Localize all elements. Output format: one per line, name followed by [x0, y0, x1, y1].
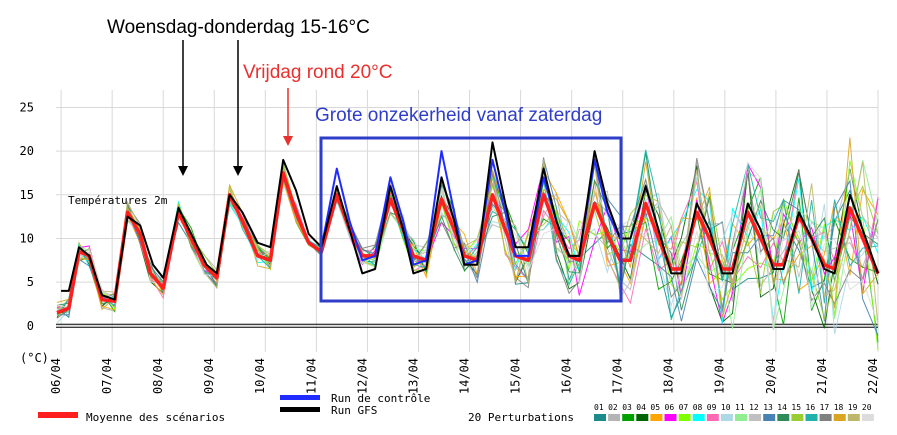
legend-perturbation-swatch — [735, 414, 747, 421]
legend-swatch-gfs — [280, 407, 320, 412]
y-tick-label: 25 — [19, 100, 34, 115]
annotation-woensdag: Woensdag-donderdag 15-16°C — [107, 17, 370, 38]
legend-perturbation-swatch — [777, 414, 789, 421]
legend-perturbation-swatch — [791, 414, 803, 421]
legend-perturbation-number: 08 — [692, 403, 703, 412]
x-tick-label: 08/04 — [151, 358, 166, 395]
chart-title: Températures 2m — [68, 194, 168, 207]
legend-label-gfs: Run GFS — [331, 404, 378, 417]
legend-perturbation-number: 09 — [706, 403, 717, 412]
x-tick-label: 13/04 — [406, 358, 421, 395]
annotation-vrijdag: Vrijdag rond 20°C — [243, 62, 393, 83]
legend-perturbation-swatch — [834, 414, 846, 421]
y-tick-label: 0 — [26, 318, 34, 333]
legend-perturbation-swatch — [707, 414, 719, 421]
legend-perturbation-swatch — [749, 414, 761, 421]
x-tick-label: 18/04 — [661, 358, 676, 395]
legend-perturbation-swatch — [679, 414, 691, 421]
legend-perturbation-number: 04 — [636, 403, 646, 412]
legend-perturbation-number: 03 — [622, 403, 632, 412]
y-tick-label: 15 — [19, 187, 34, 202]
x-tick-label: 11/04 — [304, 358, 319, 395]
legend-perturbation-swatch — [636, 414, 648, 421]
legend-perturbation-number: 11 — [735, 403, 745, 412]
legend-perturbation-number: 19 — [847, 403, 858, 412]
legend-perturbation-swatch — [721, 414, 733, 421]
annotation-onzekerheid: Grote onzekerheid vanaf zaterdag — [315, 105, 603, 126]
legend — [38, 392, 874, 424]
legend-perturbation-number: 06 — [664, 403, 675, 412]
legend-perturbation-number: 16 — [805, 403, 816, 412]
legend-perturbation-number: 05 — [650, 403, 661, 412]
legend-perturbation-swatch — [820, 414, 832, 421]
x-tick-label: 07/04 — [100, 358, 115, 395]
y-tick-label: 5 — [26, 275, 34, 290]
legend-perturbation-swatch — [763, 414, 775, 421]
legend-perturbation-number: 02 — [608, 403, 618, 412]
legend-perturbation-swatch — [693, 414, 705, 421]
legend-swatch-control — [280, 395, 320, 400]
arrow-friday-head — [283, 136, 293, 146]
legend-perturbation-swatch — [594, 414, 606, 421]
legend-perturbation-swatch — [650, 414, 662, 421]
legend-perturbation-swatch — [608, 414, 620, 421]
legend-perturbation-swatch — [848, 414, 860, 421]
perturbation-line — [57, 159, 878, 334]
x-tick-label: 06/04 — [49, 358, 63, 395]
legend-perturbation-swatch — [665, 414, 677, 421]
y-axis-label: (°C) — [20, 351, 49, 365]
x-tick-label: 22/04 — [865, 358, 880, 395]
legend-perturbation-number: 10 — [720, 403, 731, 412]
x-tick-label: 09/04 — [202, 358, 217, 395]
legend-perturbation-number: 14 — [777, 403, 787, 412]
x-tick-label: 19/04 — [712, 358, 727, 395]
x-tick-label: 17/04 — [610, 358, 625, 395]
legend-perturbation-swatch — [862, 414, 874, 421]
y-tick-label: 10 — [19, 231, 34, 246]
arrow-thursday-head — [233, 166, 243, 176]
legend-perturbation-number: 15 — [791, 403, 802, 412]
legend-swatch-mean — [38, 412, 78, 418]
legend-perturbation-number: 13 — [763, 403, 773, 412]
y-tick-label: 20 — [19, 144, 34, 159]
legend-perturbation-swatch — [622, 414, 634, 421]
x-tick-label: 21/04 — [814, 358, 829, 395]
legend-perturbation-number: 01 — [594, 403, 604, 412]
legend-perturbation-number: 07 — [678, 403, 689, 412]
arrow-wednesday-head — [178, 166, 188, 176]
x-tick-label: 10/04 — [253, 358, 268, 395]
legend-label-mean: Moyenne des scénarios — [86, 411, 226, 424]
x-tick-label: 14/04 — [457, 358, 472, 395]
x-tick-label: 16/04 — [559, 358, 574, 395]
legend-perturbation-number: 17 — [819, 403, 830, 412]
legend-label-perturbations: 20 Perturbations — [468, 411, 574, 424]
x-tick-label: 15/04 — [508, 358, 523, 395]
legend-label-control: Run de contrôle — [331, 392, 431, 405]
x-tick-label: 20/04 — [763, 358, 778, 395]
axes — [20, 100, 880, 394]
legend-perturbation-number: 18 — [833, 403, 844, 412]
legend-perturbation-number: 12 — [749, 403, 759, 412]
legend-perturbation-number: 20 — [861, 403, 872, 412]
x-tick-label: 12/04 — [355, 358, 370, 395]
legend-perturbation-swatch — [806, 414, 818, 421]
